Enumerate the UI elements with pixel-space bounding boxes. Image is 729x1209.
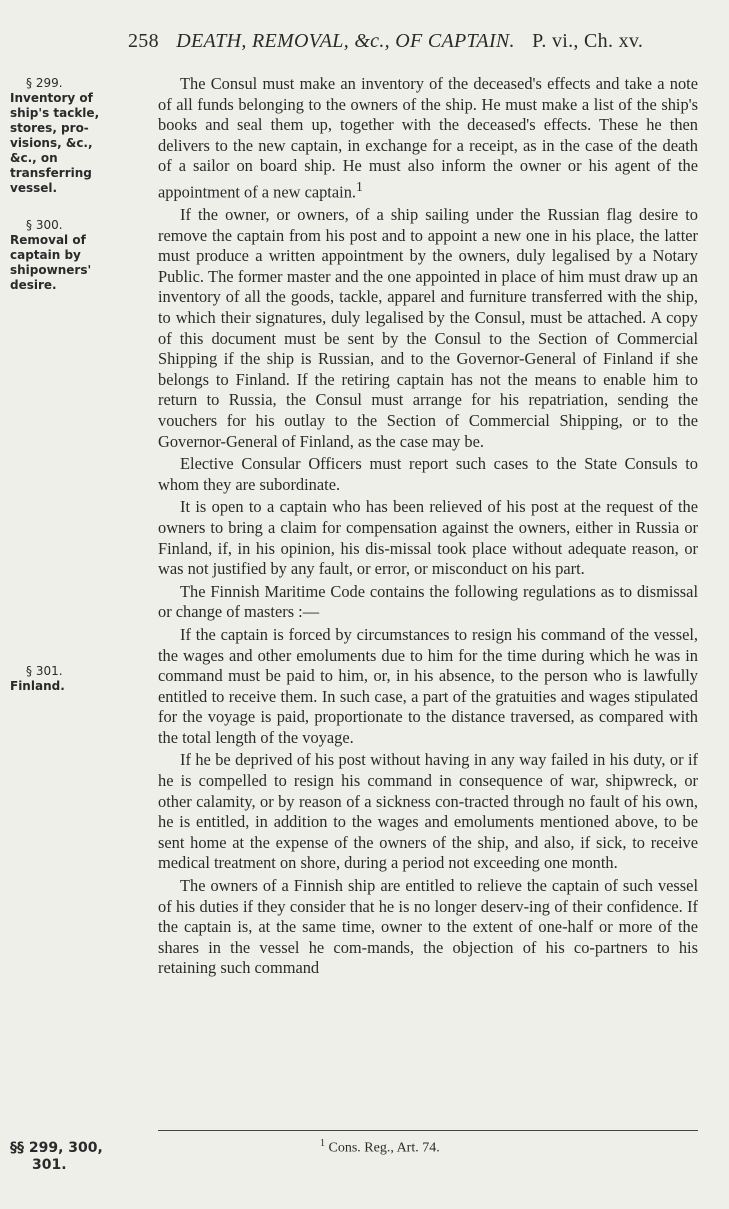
margin-note-301 bbox=[10, 664, 122, 694]
bottom-section-refs bbox=[10, 1140, 130, 1174]
part-chapter-ref: P. vi., Ch. xv. bbox=[532, 30, 644, 52]
footnote-ref: 1 bbox=[355, 178, 363, 194]
chapter-title: DEATH, REMOVAL, &c., OF CAPTAIN. bbox=[176, 30, 515, 52]
margin-note-299 bbox=[10, 76, 122, 196]
paragraph: The Finnish Maritime Code contains the following regulations as to dismissal or change of masters :— bbox=[158, 581, 698, 622]
margin-section-number: § 301. bbox=[26, 664, 63, 678]
footnote-divider bbox=[158, 1130, 698, 1131]
margin-note-text: Inventory of ship's tackle, stores, pro-visions, &c., &c., on transferring vessel. bbox=[10, 91, 100, 195]
footnote bbox=[320, 1138, 440, 1157]
paragraph-text: The Consul must make an inventory of the deceased's effects and take a note of all funds belonging to the owners of the ship. He must make a list of the ship's books and seal them up, together with the deceased's effects. These he then delivers to the new captain, in exchange for a receipt, as in the case of the death of a sailor on board ship. He must also inform the owner or his agent of the appointment of a new captain. bbox=[158, 74, 698, 202]
body-text bbox=[158, 74, 698, 979]
section-refs-line1: §§ 299, 300, bbox=[10, 1140, 103, 1156]
paragraph: The owners of a Finnish ship are entitled to relieve the captain of such vessel of his duties if they consider that he is no longer deserv-ing of their confidence. If the captain is, at the same time, owner to the extent of one-half or more of the shares in the vessel he com-mands, the objection of his co-partners to his retaining such command bbox=[158, 876, 698, 978]
footnote-marker: 1 bbox=[320, 1138, 325, 1149]
paragraph: If the owner, or owners, of a ship sailing under the Russian flag desire to remove the captain from his post and to appoint a new one in his place, the latter must produce a written appointment by the owners, duly legalised by a Notary Public. The former master and the one appointed in place of him must draw up an inventory of all the goods, tackle, apparel and furniture transferred with the ship, to which their signatures, duly legalised by the Consul, must be attached. A copy of this document must be sent by the Consul to the Section of Commercial Shipping if the ship is Russian, and to the Governor-General of Finland if she belongs to Finland. If the retiring captain has not the means to enable him to return to Russia, the Consul must arrange for his repatriation, sending the vouchers for his outlay to the Section of Commercial Shipping, or to the Governor-General of Finland, as the case may be. bbox=[158, 205, 698, 451]
margin-section-number: § 299. bbox=[26, 76, 63, 90]
paragraph: Elective Consular Officers must report such cases to the State Consuls to whom they are subordinate. bbox=[158, 454, 698, 494]
running-head bbox=[128, 30, 698, 53]
margin-note-300 bbox=[10, 218, 122, 293]
paragraph: If the captain is forced by circumstances to resign his command of the vessel, the wages and other emoluments due to him for the time during which he was in command must be paid to him, or, in his absence, to the person who is lawfully entitled to receive them. In such case, a part of the gratuities and wages stipulated for the voyage is paid, proportionate to the distance traversed, as compared with the total length of the voyage. bbox=[158, 624, 698, 747]
paragraph: It is open to a captain who has been relieved of his post at the request of the owners to bring a claim for compensation against the owners, either in Russia or Finland, if, in his opinion, his dis-missal took place without adequate reason, or was not justified by any fault, or error, or misconduct on his part. bbox=[158, 497, 698, 579]
section-refs-line2: 301. bbox=[32, 1157, 67, 1173]
page-number: 258 bbox=[128, 30, 159, 52]
margin-note-text: Finland. bbox=[10, 679, 65, 693]
paragraph: If he be deprived of his post without having in any way failed in his duty, or if he is compelled to resign his command in consequence of war, shipwreck, or other calamity, or by reason of a sickness con-tracted through no fault of his own, he is entitled, in addition to the wages and emoluments mentioned above, to be sent home at the expense of the owners of the ship, and also, if sick, to receive medical treatment on shore, during a period not exceeding one month. bbox=[158, 750, 698, 873]
margin-section-number: § 300. bbox=[26, 218, 63, 232]
paragraph bbox=[158, 74, 698, 203]
footnote-text: Cons. Reg., Art. 74. bbox=[328, 1140, 440, 1156]
margin-note-text: Removal of captain by shipowners' desire. bbox=[10, 233, 92, 292]
